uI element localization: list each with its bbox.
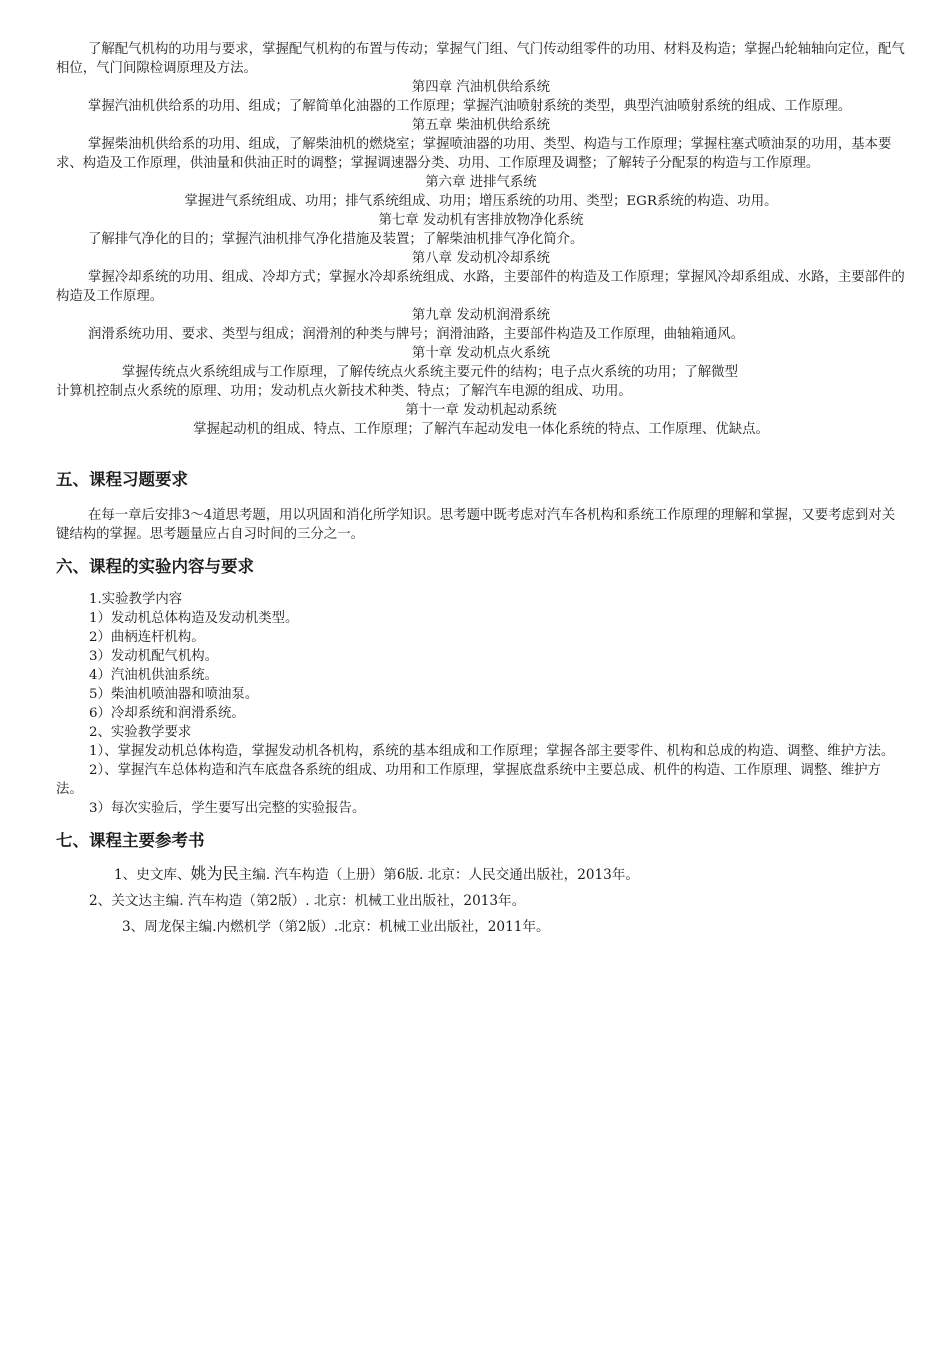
requirement-1: 1）、掌握发动机总体构造，掌握发动机各机构，系统的基本组成和工作原理；掌握各部主要零件、机构和总成的构造、调整、维护方法。 bbox=[89, 744, 895, 759]
section5-text: 在每一章后安排3～4道思考题，用以巩固和消化所学知识。思考题中既考虑对汽车各机构和系统工作原理的理解和掌握，又要考虑到对关键结构的掌握。思考题量应占自习时间的三分之一。 bbox=[56, 508, 896, 542]
reference-1-authors: 1、史文库、 bbox=[114, 867, 191, 883]
list-item: 1）发动机总体构造及发动机类型。 bbox=[89, 611, 299, 626]
chapter7-text: 了解排气净化的目的；掌握汽油机排气净化措施及装置；了解柴油机排气净化简介。 bbox=[88, 232, 584, 247]
requirement-3: 3）每次实验后，学生要写出完整的实验报告。 bbox=[89, 801, 366, 816]
chapter8-text: 掌握冷却系统的功用、组成、冷却方式；掌握水冷却系统组成、水路，主要部件的构造及工作原理；掌握风冷却系组成、水路，主要部件的构造及工作原理。 bbox=[56, 270, 905, 304]
list-item: 2、实验教学要求 bbox=[89, 725, 192, 740]
reference-3: 3、周龙保主编.内燃机学（第2版）.北京：机械工业出版社，2011年。 bbox=[122, 919, 550, 935]
requirement-2: 2）、掌握汽车总体构造和汽车底盘各系统的组成、功用和工作原理，掌握底盘系统中主要总成、机件的构造、工作原理、调整、维护方法。 bbox=[56, 763, 881, 797]
reference-1-author-name: 姚为民 bbox=[190, 864, 239, 883]
chapter11-title: 第十一章 发动机起动系统 bbox=[405, 403, 557, 418]
chapter6-text: 掌握进气系统组成、功用；排气系统组成、功用；增压系统的功用、类型；EGR系统的构造、功用。 bbox=[184, 194, 778, 209]
reference-1 bbox=[56, 864, 906, 885]
chapter8-title: 第八章 发动机冷却系统 bbox=[411, 251, 551, 266]
section6-heading: 六、课程的实验内容与要求 bbox=[56, 557, 254, 576]
chapter11-text: 掌握起动机的组成、特点、工作原理；了解汽车起动发电一体化系统的特点、工作原理、优缺点。 bbox=[193, 422, 769, 437]
list-item: 6）冷却系统和润滑系统。 bbox=[89, 706, 245, 721]
chapter5-title: 第五章 柴油机供给系统 bbox=[411, 118, 551, 133]
experiment-list bbox=[56, 590, 906, 818]
reference-2: 2、关文达主编. 汽车构造（第2版）. 北京：机械工业出版社，2013年。 bbox=[89, 893, 526, 909]
chapter10-title: 第十章 发动机点火系统 bbox=[411, 346, 551, 361]
chapter7-title: 第七章 发动机有害排放物净化系统 bbox=[378, 213, 584, 228]
chapter5-text: 掌握柴油机供给系的功用、组成，了解柴油机的燃烧室；掌握喷油器的功用、类型、构造与工作原理；掌握柱塞式喷油泵的功用，基本要求、构造及工作原理，供油量和供油正时的调整；掌握调速器分类、功用、工作原理及调整；了解转子分配泵的构造与工作原理。 bbox=[56, 137, 892, 171]
chapter4-text: 掌握汽油机供给系的功用、组成；了解简单化油器的工作原理；掌握汽油喷射系统的类型，典型汽油喷射系统的组成、工作原理。 bbox=[88, 99, 852, 114]
list-item: 4）汽油机供油系统。 bbox=[89, 668, 219, 683]
document-page bbox=[56, 40, 906, 937]
reference-1-details: 主编. 汽车构造（上册）第6版. 北京：人民交通出版社，2013年。 bbox=[238, 867, 640, 883]
chapter9-text: 润滑系统功用、要求、类型与组成；润滑剂的种类与牌号；润滑油路，主要部件构造及工作原理，曲轴箱通风。 bbox=[88, 327, 745, 342]
section7-heading: 七、课程主要参考书 bbox=[56, 831, 205, 850]
chapter10-text-line2: 计算机控制点火系统的原理、功用；发动机点火新技术种类、特点；了解汽车电源的组成、功用。 bbox=[56, 384, 632, 399]
chapter3-text: 了解配气机构的功用与要求，掌握配气机构的布置与传动；掌握气门组、气门传动组零件的功用、材料及构造；掌握凸轮轴轴向定位，配气相位，气门间隙检调原理及方法。 bbox=[56, 42, 905, 76]
chapter9-title: 第九章 发动机润滑系统 bbox=[411, 308, 551, 323]
list-item: 2）曲柄连杆机构。 bbox=[89, 630, 205, 645]
section5-heading: 五、课程习题要求 bbox=[56, 470, 188, 489]
list-item: 1.实验教学内容 bbox=[89, 592, 183, 607]
list-item: 3）发动机配气机构。 bbox=[89, 649, 219, 664]
chapter10-text-line1: 掌握传统点火系统组成与工作原理，了解传统点火系统主要元件的结构；电子点火系统的功用；了解微型 bbox=[122, 365, 738, 380]
chapter6-title: 第六章 进排气系统 bbox=[425, 175, 537, 190]
chapter4-title: 第四章 汽油机供给系统 bbox=[411, 80, 551, 95]
list-item: 5）柴油机喷油器和喷油泵。 bbox=[89, 687, 259, 702]
